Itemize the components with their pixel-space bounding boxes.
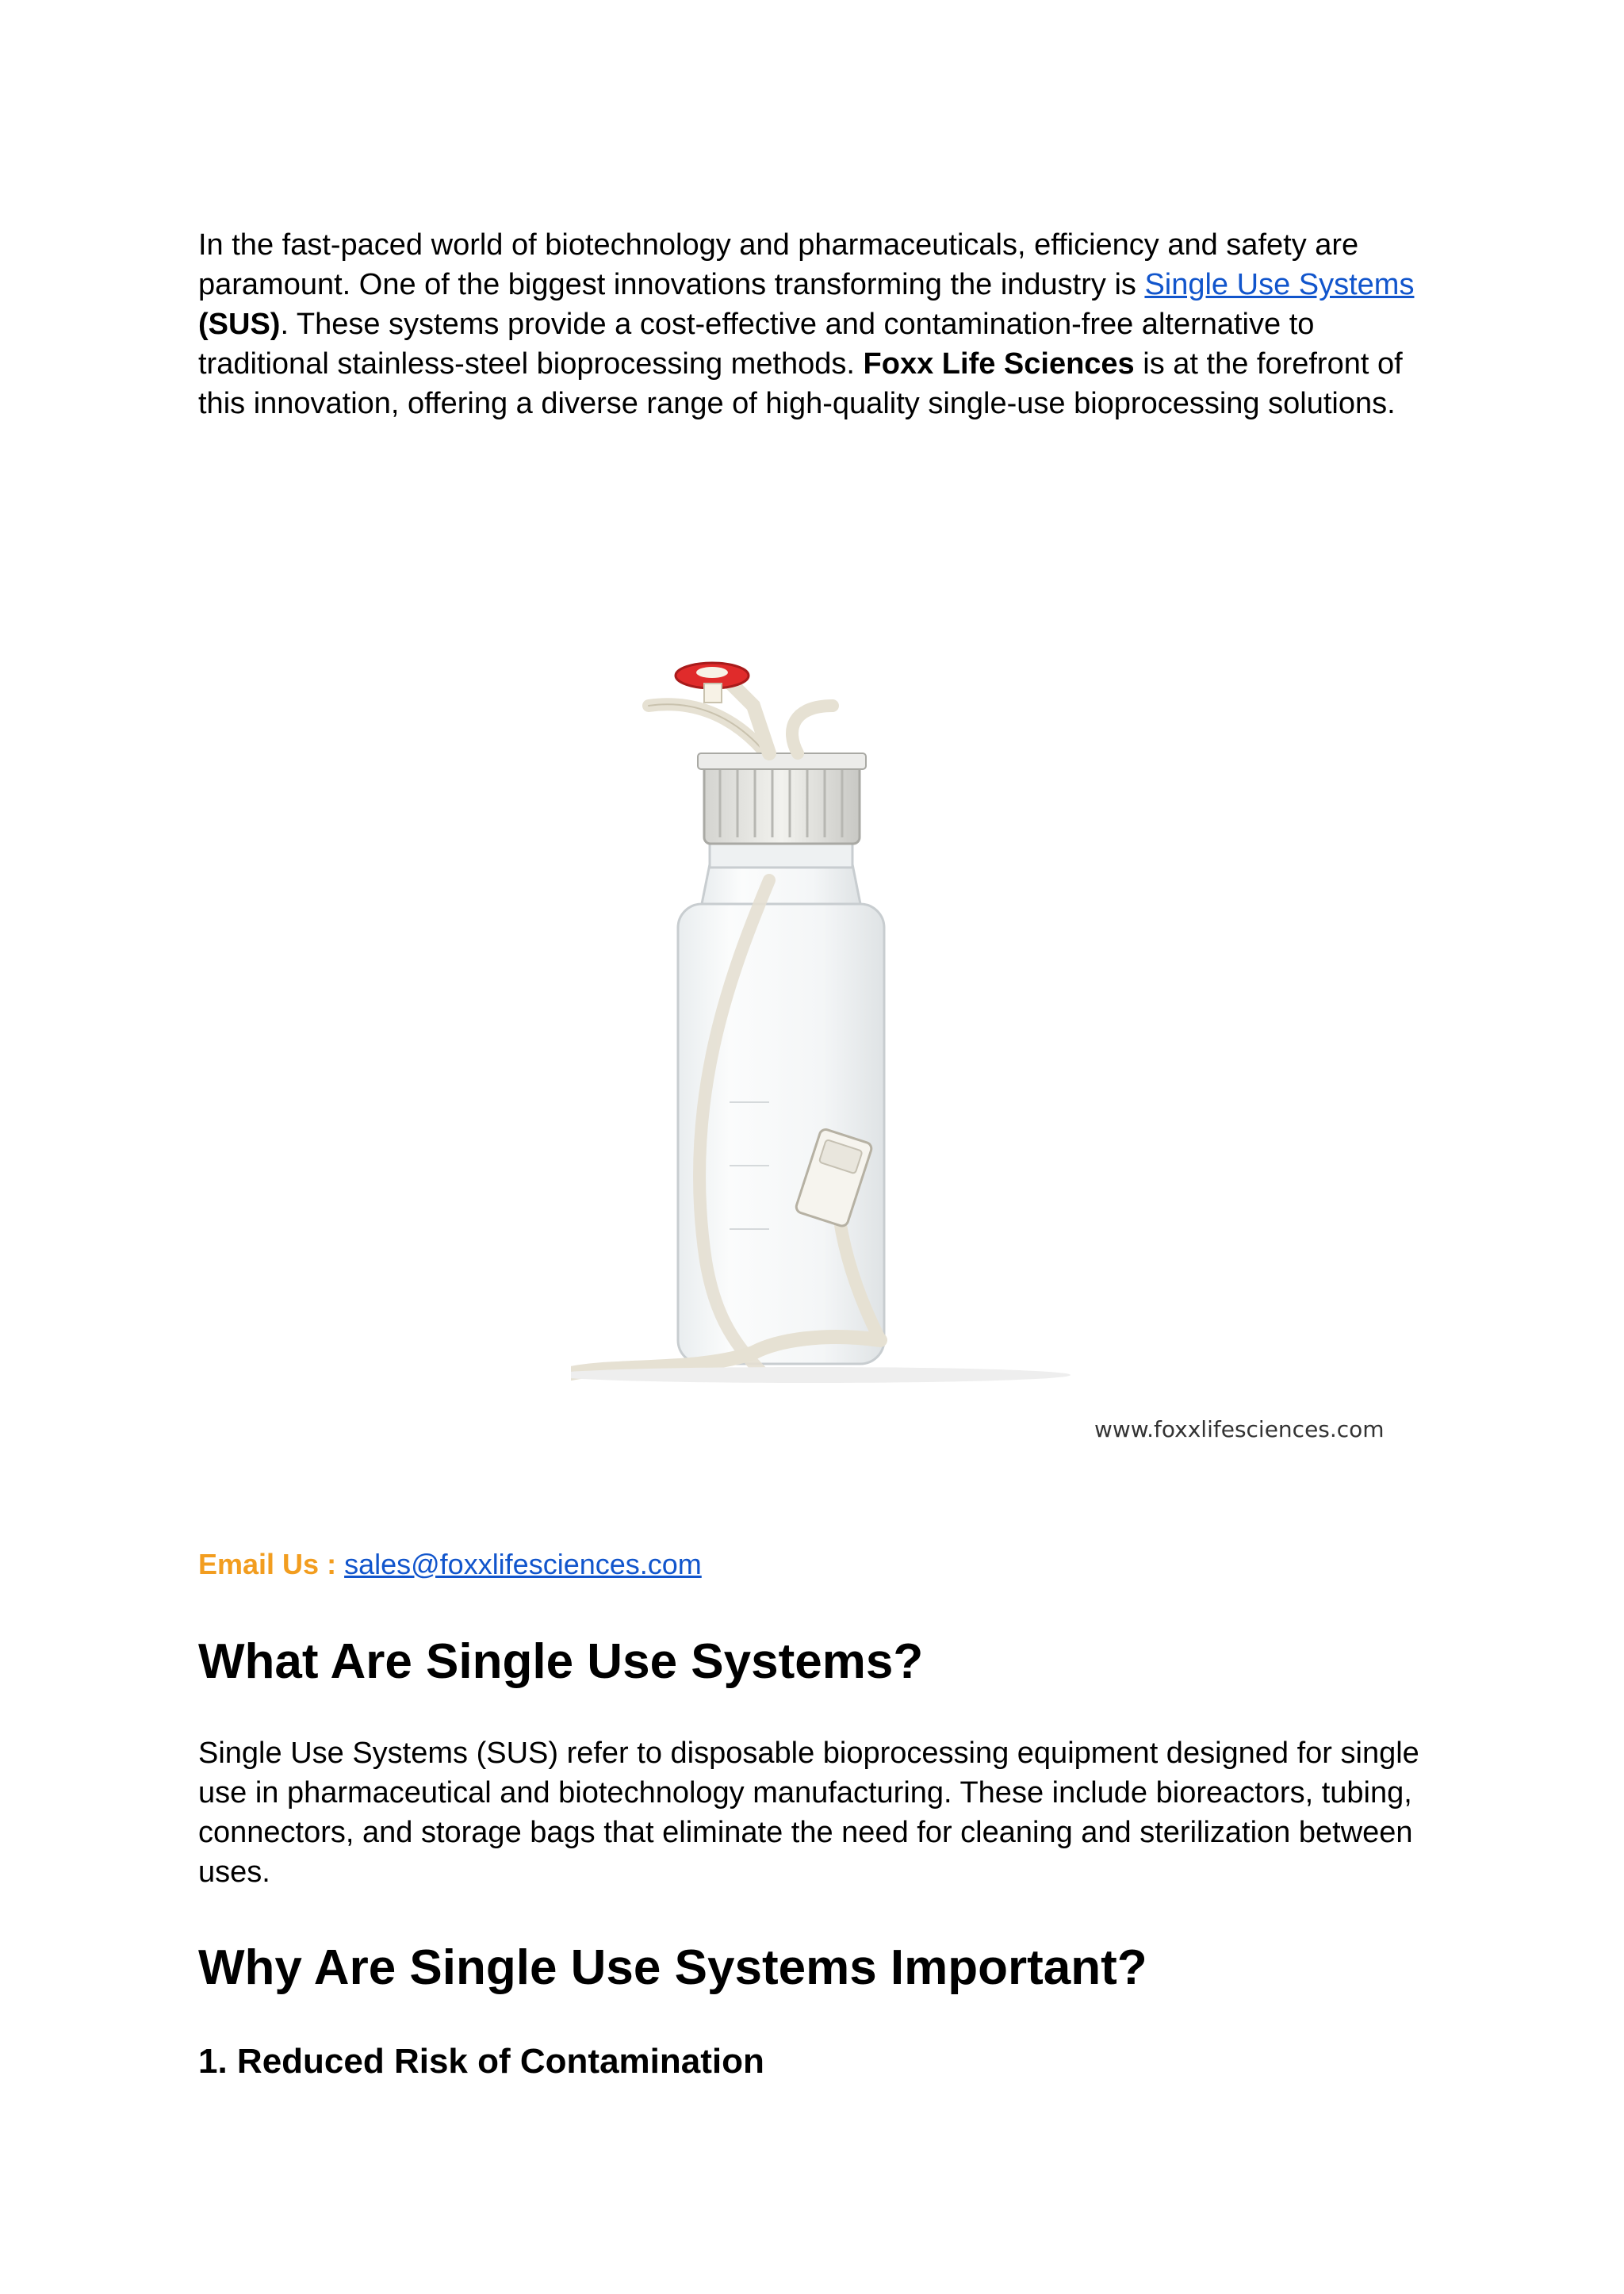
email-label: Email Us :	[198, 1548, 337, 1580]
subheading-contamination: 1. Reduced Risk of Contamination	[198, 2042, 764, 2081]
bottle-assembly-illustration	[571, 658, 1094, 1419]
email-link[interactable]: sales@foxxlifesciences.com	[344, 1548, 702, 1580]
company-name-bold: Foxx Life Sciences	[863, 347, 1135, 381]
intro-paragraph	[198, 225, 1435, 423]
section-heading-why: Why Are Single Use Systems Important?	[198, 1940, 1147, 1995]
intro-text-3: is at the forefront of this innovation, offering a diverse range of high-quality single-use bioprocessing solutions.	[198, 347, 1403, 420]
bottle-cap	[704, 761, 860, 844]
single-use-systems-link[interactable]: Single Use Systems	[1144, 268, 1415, 301]
section-heading-what: What Are Single Use Systems?	[198, 1634, 924, 1689]
intro-text-2: . These systems provide a cost-effective and contamination-free alternative to traditional stainless-steel bioprocessing methods.	[198, 308, 1315, 381]
product-image	[571, 658, 1094, 1419]
website-watermark: www.foxxlifesciences.com	[1094, 1416, 1385, 1442]
sus-definition-paragraph: Single Use Systems (SUS) refer to disposable bioprocessing equipment designed for single use in pharmaceutical and biotechnology manufacturing. These include bioreactors, tubing, connectors, and storage bags that eliminate the need for cleaning and sterilization between uses.	[198, 1737, 1419, 1889]
email-line	[198, 1548, 702, 1581]
sus-bold: (SUS)	[198, 308, 281, 341]
intro-text-1: In the fast-paced world of biotechnology and pharmaceuticals, efficiency and safety are paramount. One of the biggest innovations transforming the industry is	[198, 228, 1359, 301]
